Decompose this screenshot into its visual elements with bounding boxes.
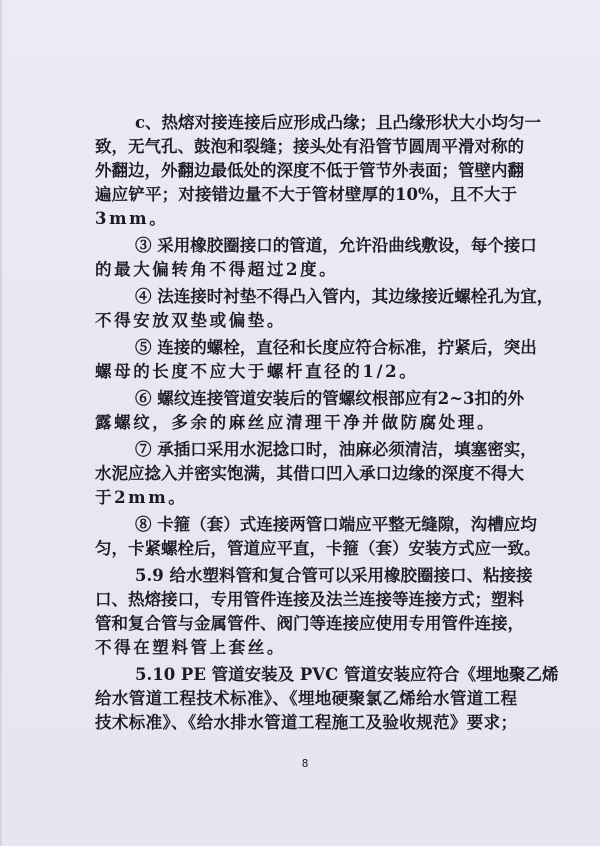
paragraph-line: 水泥应捻入并密实饱满，其借口凹入承口边缘的深度不得大	[95, 464, 524, 483]
paragraph-first-line: 5.10 PE 管道安装及 PVC 管道安装应符合《埋地聚乙烯	[135, 665, 559, 684]
paragraph-line: 螺母的长度不应大于螺杆直径的1/2。	[95, 362, 419, 381]
paragraph-line: 技术标准》、《给水排水管道工程施工及验收规范》要求；	[95, 713, 517, 732]
paragraph-first-line: ④ 法连接时衬垫不得凸入管内，其边缘接近螺栓孔为宜，	[135, 287, 554, 306]
paragraph-first-line: ⑧ 卡箍（套）式连接两管口端应平整无缝隙，沟槽应均	[135, 515, 537, 534]
paragraph-first-line: c、热熔对接连接后应形成凸缘；且凸缘形状大小均匀一	[135, 113, 542, 132]
paragraph-line: 外翻边，外翻边最低处的深度不低于管节外表面；管壁内翻	[95, 161, 524, 180]
paragraph-line: 不得安放双垫或偏垫。	[95, 311, 286, 330]
paragraph-line: 口、热熔接口，专用管件连接及法兰连接等连接方式；塑料	[95, 590, 524, 609]
paragraph-line: 不得在塑料管上套丝。	[95, 638, 286, 657]
page-number: 8	[301, 757, 309, 770]
paragraph-first-line: ③ 采用橡胶圈接口的管道，允许沿曲线敷设，每个接口	[135, 236, 537, 255]
paragraph-line: 遍应铲平；对接错边量不大于管材壁厚的10%，且不大于	[95, 185, 517, 204]
paragraph-line: 管和复合管与金属管件、阀门等连接应使用专用管件连接，	[95, 614, 524, 633]
paragraph-line: 给水管道工程技术标准》、《埋地硬聚氯乙烯给水管道工程	[95, 689, 517, 708]
paragraph-first-line: ⑦ 承插口采用水泥捻口时，油麻必须清洁，填塞密实，	[135, 440, 537, 459]
paragraph-first-line: 5.9 给水塑料管和复合管可以采用橡胶圈接口、粘接接	[135, 566, 533, 585]
paragraph-line: 匀，卡紧螺栓后，管道应平直，卡箍（套）安装方式应一致。	[95, 539, 541, 558]
paragraph-line: 的最大偏转角不得超过2度。	[95, 260, 339, 279]
paragraph-line: 露螺纹，多余的麻丝应清理干净并做防腐处理。	[95, 413, 497, 432]
paragraph-line: 于2mm。	[95, 488, 188, 507]
paragraph-line: 致，无气孔、鼓泡和裂缝；接头处有沿管节圆周平滑对称的	[95, 137, 524, 156]
paragraph-first-line: ⑤ 连接的螺栓，直径和长度应符合标准，拧紧后，突出	[135, 338, 537, 357]
paragraph-first-line: ⑥ 螺纹连接管道安装后的管螺纹根部应有2~3扣的外	[135, 389, 525, 408]
paragraph-line: 3mm。	[95, 209, 169, 228]
